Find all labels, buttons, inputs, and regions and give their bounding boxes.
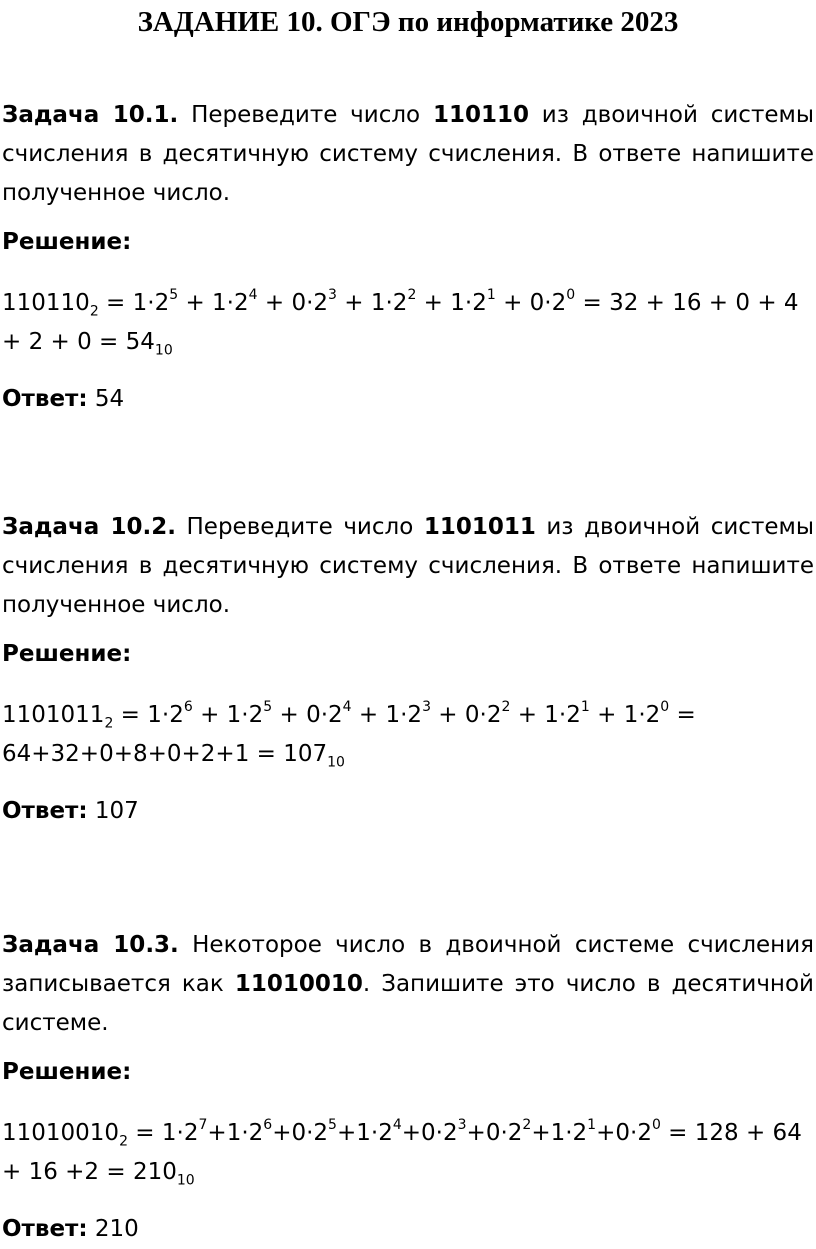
task-statement bbox=[2, 926, 814, 1043]
formula-plus: + bbox=[596, 1120, 616, 1146]
formula-result-base: 10 bbox=[327, 754, 345, 771]
answer-value: 210 bbox=[87, 1216, 139, 1242]
formula-plus: + bbox=[178, 290, 213, 316]
formula-base: 2 bbox=[104, 715, 114, 732]
formula-exponent: 0 bbox=[566, 287, 576, 304]
formula-exponent: 7 bbox=[198, 1117, 208, 1134]
formula-plus: + bbox=[416, 290, 451, 316]
formula-exponent: 5 bbox=[263, 699, 273, 716]
formula-term: $1\cdot 2^6$ bbox=[147, 699, 193, 728]
formula-term: $0\cdot 2^4$ bbox=[306, 699, 352, 728]
formula-plus: + bbox=[401, 1120, 422, 1146]
formula-plus: + bbox=[207, 1120, 227, 1146]
formula-term: $1\cdot 2^3$ bbox=[385, 699, 431, 728]
formula-term: $0\cdot 2^5$ bbox=[291, 1117, 337, 1146]
formula-exponent: 2 bbox=[501, 699, 511, 716]
formula-exponent: 0 bbox=[660, 699, 670, 716]
formula-term: $1\cdot 2^5$ bbox=[132, 287, 179, 316]
formula-exponent: 4 bbox=[342, 699, 352, 716]
formula-plus: + bbox=[192, 702, 227, 728]
formula-exponent: 0 bbox=[651, 1117, 661, 1134]
task-label: Задача 10.1. bbox=[2, 102, 179, 128]
formula-exponent: 5 bbox=[328, 1117, 337, 1134]
formula-terms bbox=[147, 699, 670, 728]
formula-exponent: 3 bbox=[422, 699, 431, 716]
formula-base: 2 bbox=[119, 1133, 128, 1150]
answer-label: Ответ: bbox=[2, 1216, 88, 1242]
formula-plus: + bbox=[495, 290, 530, 316]
formula-exponent: 6 bbox=[183, 699, 193, 716]
formula-plus: + bbox=[531, 1120, 551, 1146]
formula-exponent: 2 bbox=[522, 1117, 532, 1134]
formula-terms bbox=[161, 1117, 661, 1146]
formula-sum: = 32 + 16 + 0 + 4 + 2 + 0 = bbox=[2, 290, 799, 355]
formula-terms bbox=[132, 287, 576, 316]
solution-formula bbox=[2, 696, 814, 774]
task-label: Задача 10.3. bbox=[2, 932, 179, 958]
binary-number: 110110 bbox=[432, 102, 529, 128]
formula-term: $0\cdot 2^2$ bbox=[485, 1117, 532, 1146]
solution-label: Решение: bbox=[2, 229, 132, 255]
formula-base: 2 bbox=[89, 303, 99, 320]
formula-exponent: 1 bbox=[580, 699, 590, 716]
formula-term: $1\cdot 2^6$ bbox=[226, 1117, 273, 1146]
formula-term: $0\cdot 2^3$ bbox=[421, 1117, 467, 1146]
formula-number: 1101011 bbox=[2, 702, 105, 728]
solution-label: Решение: bbox=[2, 641, 132, 667]
formula-term: $1\cdot 2^2$ bbox=[370, 287, 417, 316]
formula-term: $0\cdot 2^0$ bbox=[529, 287, 576, 316]
formula-term: $1\cdot 2^4$ bbox=[356, 1117, 402, 1146]
formula-term: $1\cdot 2^5$ bbox=[226, 699, 273, 728]
answer bbox=[2, 792, 814, 831]
statement-text: из двоичной системы счисления в десятичную систему счисления. В ответе напишите полученное число. bbox=[2, 514, 815, 618]
formula-plus: + bbox=[272, 1120, 292, 1146]
statement-text: . Запишите это число в десятичной системе. bbox=[2, 971, 814, 1036]
formula-term: $1\cdot 2^0$ bbox=[623, 699, 670, 728]
task-label: Задача 10.2. bbox=[2, 514, 176, 540]
formula-plus: + bbox=[336, 1120, 357, 1146]
formula-term: $0\cdot 2^3$ bbox=[291, 287, 337, 316]
formula-exponent: 6 bbox=[263, 1117, 273, 1134]
formula-plus: + bbox=[257, 290, 292, 316]
solution-formula bbox=[2, 1114, 814, 1192]
formula-exponent: 4 bbox=[392, 1117, 402, 1134]
task-statement bbox=[2, 508, 814, 625]
formula-exponent: 5 bbox=[169, 287, 179, 304]
formula-exponent: 1 bbox=[486, 287, 496, 304]
task-10-2 bbox=[2, 508, 814, 831]
task-10-1 bbox=[2, 96, 814, 419]
statement-text: из двоичной системы счисления в десятичную систему счисления. В ответе напишите полученное число. bbox=[2, 102, 815, 206]
statement-text: Переведите число bbox=[175, 514, 424, 540]
task-10-3 bbox=[2, 926, 814, 1249]
solution-formula bbox=[2, 284, 814, 362]
formula-plus: + bbox=[589, 702, 624, 728]
formula-result: 107 bbox=[283, 741, 328, 767]
solution-label: Решение: bbox=[2, 1059, 132, 1085]
formula-term: $1\cdot 2^4$ bbox=[212, 287, 258, 316]
formula-exponent: 3 bbox=[457, 1117, 467, 1134]
formula-result: 54 bbox=[125, 329, 155, 355]
formula-plus: + bbox=[351, 702, 386, 728]
formula-term: $1\cdot 2^1$ bbox=[450, 287, 496, 316]
formula-term: $0\cdot 2^0$ bbox=[615, 1117, 661, 1146]
formula-plus: + bbox=[466, 1120, 486, 1146]
answer-value: 107 bbox=[87, 798, 139, 824]
answer bbox=[2, 380, 814, 419]
formula-result-base: 10 bbox=[154, 342, 173, 359]
formula-plus: + bbox=[430, 702, 465, 728]
task-statement bbox=[2, 96, 814, 213]
binary-number: 11010010 bbox=[234, 971, 363, 997]
formula-plus: + bbox=[272, 702, 307, 728]
formula-eq: = bbox=[98, 290, 133, 316]
formula-term: $0\cdot 2^2$ bbox=[464, 699, 511, 728]
formula-sum: = 128 + 64 + 16 +2 = bbox=[2, 1120, 802, 1185]
statement-text: Переведите число bbox=[178, 102, 433, 128]
statement-text: Некоторое число в двоичной системе счисления записывается как bbox=[2, 932, 814, 997]
answer-label: Ответ: bbox=[2, 798, 88, 824]
binary-number: 1101011 bbox=[423, 514, 536, 540]
formula-number: 110110 bbox=[2, 290, 90, 316]
formula-eq: = bbox=[113, 702, 148, 728]
formula-eq: = bbox=[128, 1120, 162, 1146]
formula-plus: + bbox=[510, 702, 545, 728]
formula-sum: = 64+32+0+8+0+2+1 = bbox=[2, 702, 696, 767]
formula-exponent: 3 bbox=[328, 287, 337, 304]
formula-number: 11010010 bbox=[2, 1120, 120, 1146]
formula-exponent: 1 bbox=[587, 1117, 597, 1134]
formula-exponent: 2 bbox=[407, 287, 417, 304]
formula-plus: + bbox=[336, 290, 371, 316]
formula-result-base: 10 bbox=[176, 1172, 195, 1189]
page-title: ЗАДАНИЕ 10. ОГЭ по информатике 2023 bbox=[137, 6, 679, 38]
answer-label: Ответ: bbox=[2, 386, 88, 412]
formula-exponent: 4 bbox=[248, 287, 258, 304]
answer-value: 54 bbox=[87, 386, 125, 412]
formula-result: 210 bbox=[132, 1159, 177, 1185]
formula-term: $1\cdot 2^1$ bbox=[544, 699, 590, 728]
formula-term: $1\cdot 2^7$ bbox=[161, 1117, 208, 1146]
formula-term: $1\cdot 2^1$ bbox=[550, 1117, 597, 1146]
answer bbox=[2, 1210, 814, 1249]
